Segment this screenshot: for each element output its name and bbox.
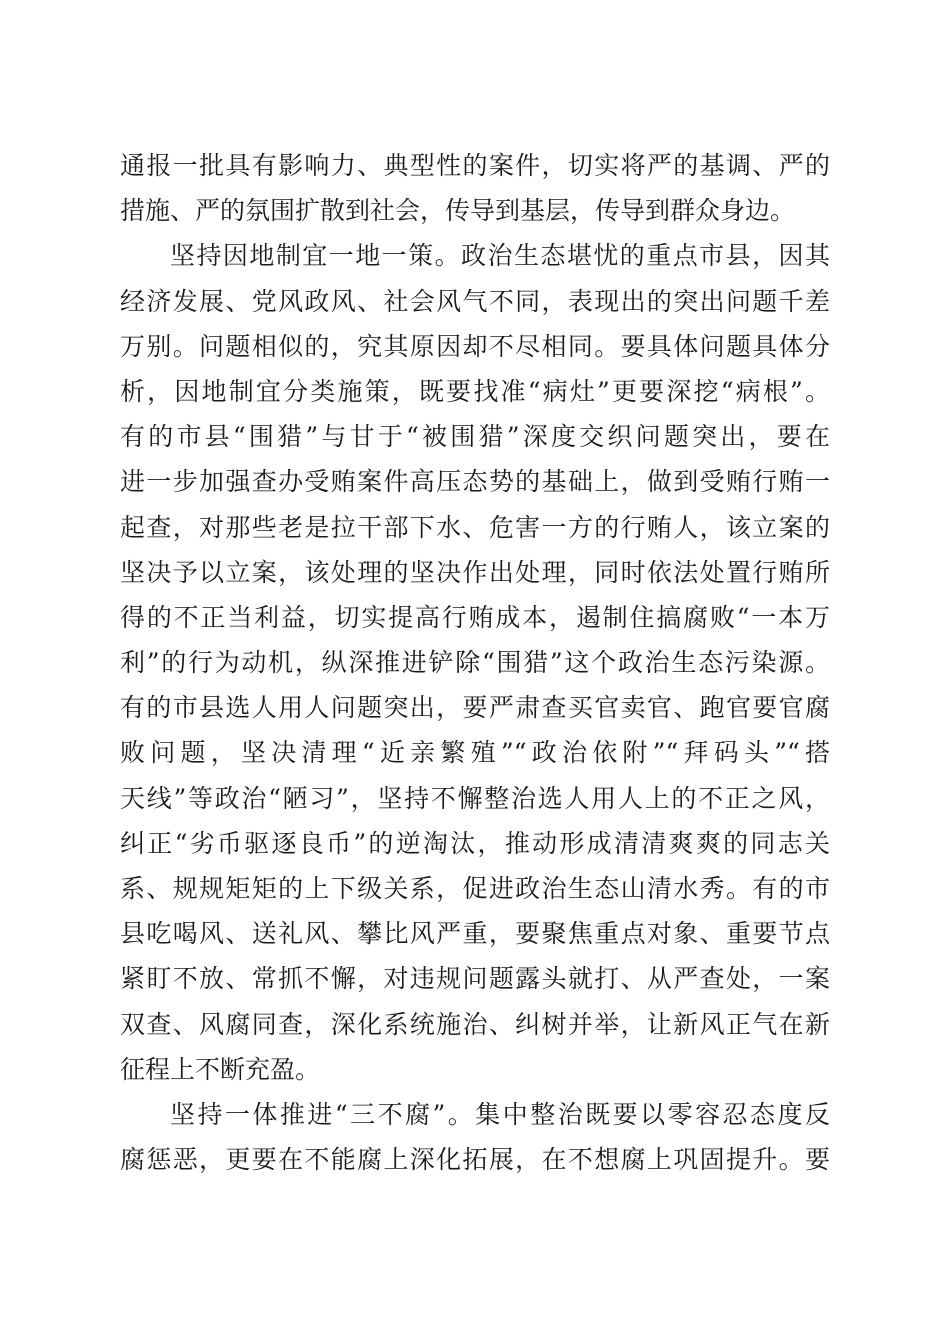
body-text <box>120 143 830 1182</box>
paragraph-1 <box>120 143 830 233</box>
text-line: 败问题，坚决清理“近亲繁殖”“政治依附”“拜码头”“搭 <box>120 738 830 768</box>
text-line: 进一步加强查办受贿案件高压态势的基础上，做到受贿行贿一 <box>120 467 830 497</box>
text-line: 双查、风腐同查，深化系统施治、纠树并举，让新风正气在新 <box>120 1009 830 1039</box>
text-line: 利”的行为动机，纵深推进铲除“围猎”这个政治生态污染源。 <box>120 648 830 678</box>
text-line: 县吃喝风、送礼风、攀比风严重，要聚焦重点对象、重要节点 <box>120 919 830 949</box>
text-line: 析，因地制宜分类施策，既要找准“病灶”更要深挖“病根”。 <box>120 376 830 406</box>
text-line: 通报一批具有影响力、典型性的案件，切实将严的基调、严的 <box>120 151 830 180</box>
text-line: 起查，对那些老是拉干部下水、危害一方的行贿人，该立案的 <box>120 512 830 542</box>
text-line: 有的市县选人用人问题突出，要严肃查买官卖官、跑官要官腐 <box>120 693 830 723</box>
text-line: 纠正“劣币驱逐良币”的逆淘汰，推动形成清清爽爽的同志关 <box>120 828 830 858</box>
text-line: 经济发展、党风政风、社会风气不同，表现出的突出问题千差 <box>120 286 830 316</box>
text-line: 措施、严的氛围扩散到社会，传导到基层，传导到群众身边。 <box>120 196 796 226</box>
text-line: 得的不正当利益，切实提高行贿成本，遏制住搞腐败“一本万 <box>120 602 830 632</box>
text-line: 坚持因地制宜一地一策。政治生态堪忧的重点市县，因其 <box>170 241 830 271</box>
text-line: 征程上不断充盈。 <box>120 1054 321 1084</box>
text-line: 系、规规矩矩的上下级关系，促进政治生态山清水秀。有的市 <box>120 874 830 903</box>
text-line: 天线”等政治“陋习”，坚持不懈整治选人用人上的不正之风， <box>120 783 830 813</box>
text-line: 有的市县“围猎”与甘于“被围猎”深度交织问题突出，要在 <box>120 422 830 452</box>
text-line: 坚持一体推进“三不腐”。集中整治既要以零容忍态度反 <box>170 1099 830 1129</box>
paragraph-2 <box>120 233 830 1092</box>
text-line: 坚决予以立案，该处理的坚决作出处理，同时依法处置行贿所 <box>120 557 830 587</box>
text-line: 万别。问题相似的，究其原因却不尽相同。要具体问题具体分 <box>120 331 830 361</box>
text-line: 腐惩恶，更要在不能腐上深化拓展，在不想腐上巩固提升。要 <box>120 1145 830 1175</box>
text-line: 紧盯不放、常抓不懈，对违规问题露头就打、从严查处，一案 <box>120 964 830 994</box>
paragraph-3 <box>120 1092 830 1182</box>
